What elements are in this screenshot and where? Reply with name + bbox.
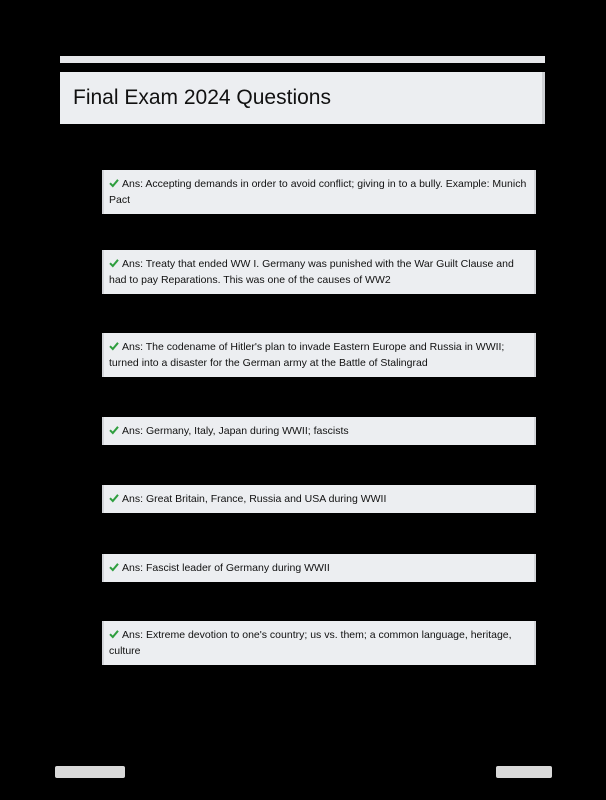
answer-text: Fascist leader of Germany during WWII [145,562,330,574]
check-icon [109,562,119,572]
footer-page-mark [496,766,552,778]
answer-prefix: Ans: [122,341,146,353]
answer-card-6 [102,554,536,582]
answer-text: Germany, Italy, Japan during WWII; fascists [145,425,349,437]
footer-site-mark [55,766,125,778]
check-icon [109,629,119,639]
answer-card-2 [102,250,536,294]
answer-card-4 [102,417,536,445]
answer-prefix: Ans: [122,629,146,641]
answer-prefix: Ans: [122,258,146,270]
answer-card-5 [102,485,536,513]
check-icon [109,341,119,351]
answer-text: Accepting demands in order to avoid conflict; giving in to a bully. Example: Munich Pact [109,178,527,206]
check-icon [109,493,119,503]
header-divider [60,56,545,63]
check-icon [109,425,119,435]
answer-prefix: Ans: [122,425,146,437]
check-icon [109,178,119,188]
answer-prefix: Ans: [122,562,146,574]
answer-card-1 [102,170,536,214]
answer-text: Great Britain, France, Russia and USA during WWII [145,493,387,505]
check-icon [109,258,119,268]
page-title: Final Exam 2024 Questions [73,86,331,109]
answer-prefix: Ans: [122,178,146,190]
answer-card-3 [102,333,536,377]
answer-card-7 [102,621,536,665]
answer-text: Treaty that ended WW I. Germany was punished with the War Guilt Clause and had to pay Reparations. This was one of the causes of WW2 [109,258,514,286]
answer-text: The codename of Hitler's plan to invade Eastern Europe and Russia in WWII; turned into a disaster for the German army at the Battle of Stalingrad [109,341,505,369]
answer-text: Extreme devotion to one's country; us vs. them; a common language, heritage, culture [109,629,512,657]
answer-prefix: Ans: [122,493,146,505]
title-banner [60,72,545,124]
